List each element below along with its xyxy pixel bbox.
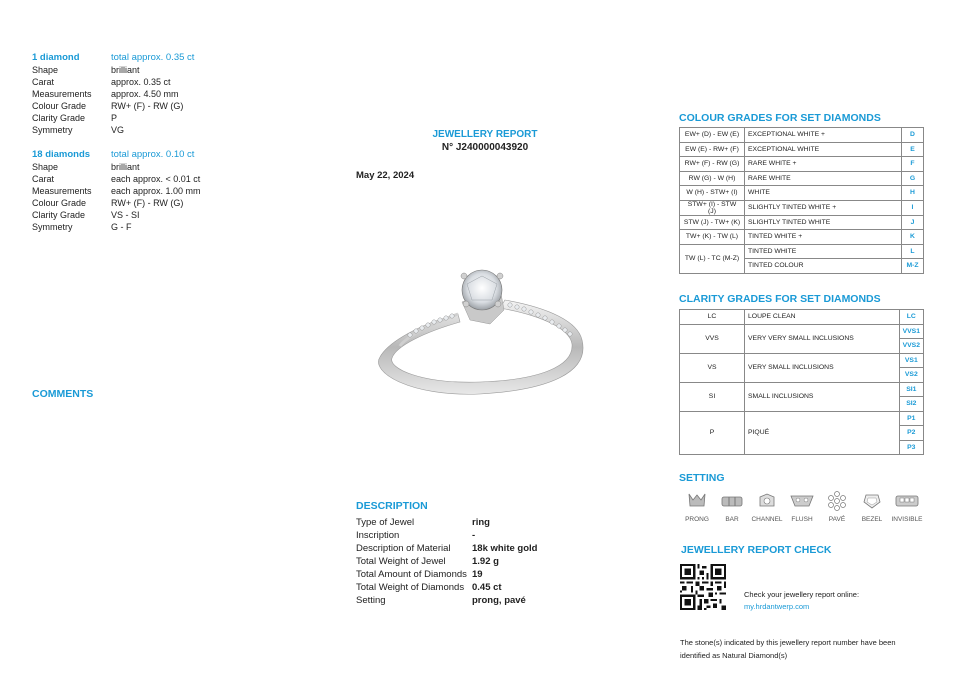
setting-bezel [855,489,889,523]
spec-label: Measurements [32,186,92,196]
colour-range-cell: STW+ (I) - STW (J) [680,200,745,215]
description-row [356,542,646,555]
setting-label: CHANNEL [751,516,783,523]
spec-row [32,173,252,185]
spec-label: Carat [32,77,55,87]
spec-row [32,209,252,221]
colour-grade-row [680,128,924,143]
colour-name-cell: RARE WHITE [745,171,902,186]
colour-code-cell: L [902,244,924,259]
spec-value: VS - SI [111,210,140,220]
description-label: Total Amount of Diamonds [356,569,467,580]
spec-value: each approx. < 0.01 ct [111,174,201,184]
setting-label: INVISIBLE [891,516,923,523]
description-row [356,516,646,529]
spec-row [32,64,252,76]
description-value: 0.45 ct [472,582,502,593]
description-label: Setting [356,595,386,606]
spec-row [32,124,252,136]
comments-title: COMMENTS [32,388,94,400]
colour-name-cell: SLIGHTLY TINTED WHITE + [745,200,902,215]
description-value: - [472,530,476,541]
report-date: May 22, 2024 [356,170,415,181]
setting-bar [715,489,749,523]
pave-icon [820,489,854,513]
colour-grade-row [680,171,924,186]
colour-range-cell: TW+ (K) - TW (L) [680,230,745,245]
spec-value: brilliant [111,162,140,172]
spec-row [32,197,252,209]
clarity-code-cell: SI [680,382,745,411]
colour-range-cell: EW+ (D) - EW (E) [680,128,745,143]
side-stones-spec [32,149,252,233]
clarity-grade-row [680,310,924,325]
spec-value: RW+ (F) - RW (G) [111,198,184,208]
description-row [356,568,646,581]
spec-label: Carat [32,174,55,184]
colour-grade-row [680,142,924,157]
spec-value: VG [111,125,125,135]
colour-code-cell: G [902,171,924,186]
colour-code-cell: F [902,157,924,172]
ring-image [370,262,592,400]
colour-range-cell: W (H) - STW+ (I) [680,186,745,201]
colour-name-cell: EXCEPTIONAL WHITE [745,142,902,157]
colour-code-cell: E [902,142,924,157]
report-check-link[interactable]: my.hrdantwerp.com [744,602,810,611]
channel-icon [750,489,784,513]
spec-label: Clarity Grade [32,210,86,220]
report-check-text: Check your jewellery report online: [744,590,860,599]
natural-diamond-statement: The stone(s) indicated by this jewellery report number have been identified as Natural Diamond(s) [680,638,896,660]
clarity-grade-row [680,411,924,426]
description-title: DESCRIPTION [356,500,428,512]
spec-label: Symmetry [32,222,73,232]
clarity-subgrade-cell: VS2 [899,368,923,383]
clarity-code-cell: P [680,411,745,455]
clarity-grades-title: CLARITY GRADES FOR SET DIAMONDS [679,293,881,305]
colour-name-cell: WHITE [745,186,902,201]
description-label: Total Weight of Diamonds [356,582,465,593]
bar-icon [715,489,749,513]
colour-code-cell: K [902,230,924,245]
clarity-name-cell: PIQUÉ [745,411,900,455]
colour-name-cell: EXCEPTIONAL WHITE + [745,128,902,143]
description-value: ring [472,517,490,528]
spec-label: Colour Grade [32,198,87,208]
main-stone-header: 1 diamond total approx. 0.35 ct [32,52,195,63]
clarity-grades-table [679,309,924,455]
colour-range-cell: EW (E) - RW+ (F) [680,142,745,157]
setting-label: BEZEL [861,516,883,523]
spec-row [32,88,252,100]
setting-prong [680,489,714,523]
bezel-icon [855,489,889,513]
colour-range-cell: RW (G) - W (H) [680,171,745,186]
clarity-name-cell: VERY VERY SMALL INCLUSIONS [745,324,900,353]
clarity-grade-row [680,324,924,339]
clarity-name-cell: LOUPE CLEAN [745,310,900,325]
colour-grade-row [680,230,924,245]
description-value: 19 [472,569,483,580]
clarity-name-cell: VERY SMALL INCLUSIONS [745,353,900,382]
description-value: 18k white gold [472,543,538,554]
invisible-icon [890,489,924,513]
clarity-subgrade-cell: P3 [899,440,923,455]
clarity-code-cell: LC [680,310,745,325]
clarity-code-cell: VVS [680,324,745,353]
spec-row [32,100,252,112]
colour-grades-table [679,127,924,274]
qr-code [680,564,726,610]
colour-name-cell: TINTED WHITE + [745,230,902,245]
setting-label: PRONG [685,516,709,523]
spec-row [32,221,252,233]
colour-grade-row [680,244,924,259]
setting-flush [785,489,819,523]
clarity-grade-row [680,353,924,368]
description-value: prong, pavé [472,595,526,606]
description-row [356,581,646,594]
description-list [356,516,646,607]
clarity-subgrade-cell: LC [899,310,923,325]
description-label: Description of Material [356,543,451,554]
colour-range-cell: RW+ (F) - RW (G) [680,157,745,172]
setting-icons [680,489,925,523]
colour-name-cell: TINTED WHITE [745,244,902,259]
spec-value: P [111,113,118,123]
spec-row [32,161,252,173]
colour-name-cell: TINTED COLOUR [745,259,902,274]
colour-name-cell: RARE WHITE + [745,157,902,172]
report-number: N° J240000043920 [441,142,529,153]
description-row [356,529,646,542]
colour-grade-row [680,186,924,201]
setting-pav [820,489,854,523]
colour-grade-row [680,215,924,230]
setting-invisible [890,489,924,523]
spec-label: Shape [32,162,59,172]
colour-range-cell: TW (L) - TC (M-Z) [680,244,745,273]
setting-label: FLUSH [791,516,813,523]
main-stone-spec [32,52,252,136]
spec-label: Shape [32,65,59,75]
clarity-subgrade-cell: SI2 [899,397,923,412]
spec-value: brilliant [111,65,140,75]
clarity-subgrade-cell: VVS1 [899,324,923,339]
spec-value: approx. 4.50 mm [111,89,179,99]
clarity-name-cell: SMALL INCLUSIONS [745,382,900,411]
description-row [356,594,646,607]
colour-code-cell: D [902,128,924,143]
setting-channel [750,489,784,523]
prong-icon [680,489,714,513]
spec-row [32,76,252,88]
clarity-subgrade-cell: SI1 [899,382,923,397]
setting-title: SETTING [679,472,725,484]
spec-label: Symmetry [32,125,73,135]
report-check-title: JEWELLERY REPORT CHECK [681,544,832,556]
spec-row [32,185,252,197]
colour-code-cell: I [902,200,924,215]
report-header [385,129,585,153]
colour-name-cell: SLIGHTLY TINTED WHITE [745,215,902,230]
clarity-code-cell: VS [680,353,745,382]
spec-value: G - F [111,222,132,232]
colour-grades-title: COLOUR GRADES FOR SET DIAMONDS [679,112,881,124]
clarity-subgrade-cell: P2 [899,426,923,441]
clarity-subgrade-cell: VS1 [899,353,923,368]
colour-code-cell: J [902,215,924,230]
description-label: Type of Jewel [356,517,415,528]
description-row [356,555,646,568]
side-stones-header: 18 diamonds total approx. 0.10 ct [32,149,195,160]
spec-value: RW+ (F) - RW (G) [111,101,184,111]
flush-icon [785,489,819,513]
description-label: Inscription [356,530,400,541]
spec-label: Measurements [32,89,92,99]
clarity-subgrade-cell: P1 [899,411,923,426]
colour-grade-row [680,200,924,215]
clarity-subgrade-cell: VVS2 [899,339,923,354]
colour-code-cell: H [902,186,924,201]
report-title: JEWELLERY REPORT [432,129,538,140]
clarity-grade-row [680,382,924,397]
spec-label: Colour Grade [32,101,87,111]
colour-code-cell: M-Z [902,259,924,274]
description-value: 1.92 g [472,556,499,567]
setting-label: PAVÉ [828,516,846,523]
spec-row [32,112,252,124]
colour-range-cell: STW (J) - TW+ (K) [680,215,745,230]
description-label: Total Weight of Jewel [356,556,446,567]
spec-label: Clarity Grade [32,113,86,123]
colour-grade-row [680,157,924,172]
setting-label: BAR [725,516,739,523]
spec-value: approx. 0.35 ct [111,77,171,87]
spec-value: each approx. 1.00 mm [111,186,201,196]
